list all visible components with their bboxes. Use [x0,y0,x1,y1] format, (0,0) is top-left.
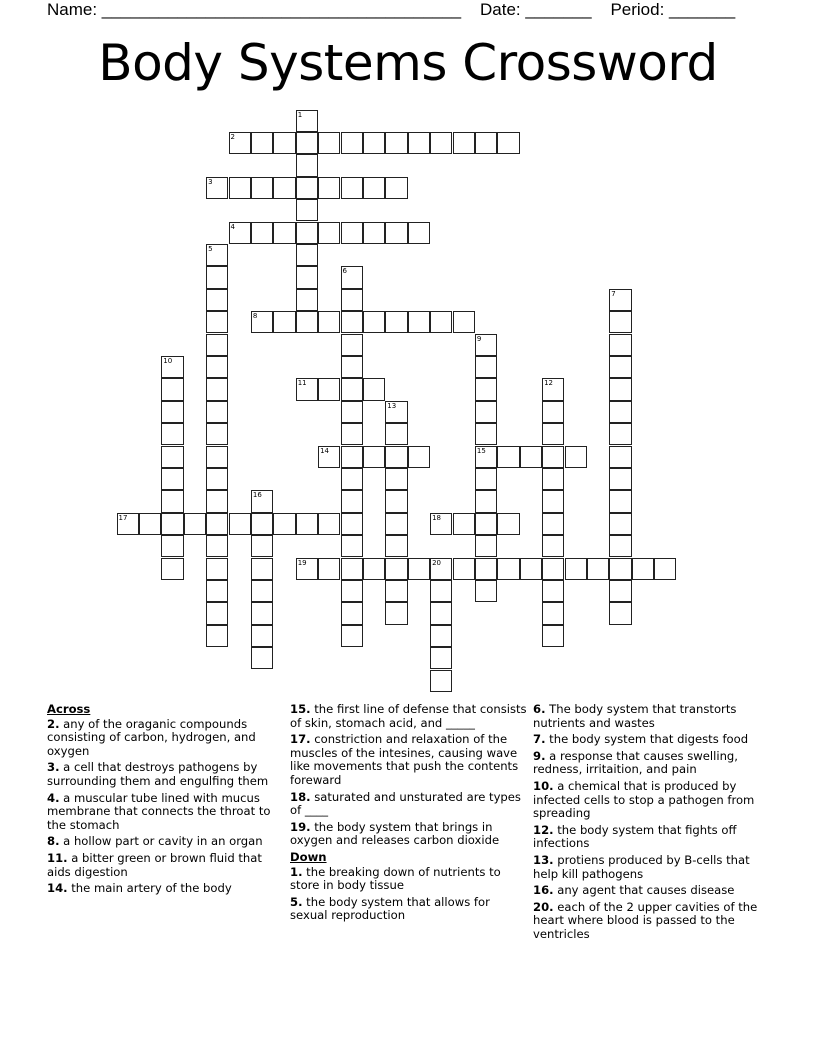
grid-cell[interactable] [251,132,273,154]
clue-text: any of the oraganic compounds consisting of carbon, hydrogen, and oxygen [47,716,256,758]
clue-number: 8. [47,834,60,849]
grid-cell[interactable] [408,311,430,333]
grid-cell[interactable] [139,513,161,535]
page-title: Body Systems Crossword [98,34,718,92]
clue-number-label: 15 [476,446,486,455]
grid-cell[interactable] [385,311,407,333]
grid-cell[interactable] [565,558,587,580]
grid-cell[interactable] [385,490,407,512]
grid-cell[interactable] [385,580,407,602]
across-clue [47,718,285,759]
grid-cell[interactable] [161,401,183,423]
grid-cell[interactable] [206,468,228,490]
clue-number: 3. [47,760,60,775]
grid-cell[interactable] [609,334,631,356]
grid-cell[interactable] [609,356,631,378]
grid-cell[interactable] [587,558,609,580]
grid-cell[interactable] [341,535,363,557]
grid-cell[interactable] [430,580,452,602]
grid-cell[interactable] [453,132,475,154]
clue-text: the body system that allows for sexual reproduction [290,894,490,923]
clue-number: 6. [533,702,546,716]
grid-cell[interactable] [251,647,273,669]
grid-cell[interactable] [341,401,363,423]
clue-text: a muscular tube lined with mucus membrane that connects the throat to the stomach [47,790,271,832]
clue-number-label: 9 [476,334,482,343]
grid-cell[interactable] [475,132,497,154]
grid-cell[interactable] [475,378,497,400]
grid-cell[interactable] [363,311,385,333]
grid-cell[interactable] [542,378,564,400]
grid-cell[interactable] [542,468,564,490]
grid-cell[interactable] [206,401,228,423]
grid-cell[interactable] [385,558,407,580]
grid-cell[interactable] [206,423,228,445]
grid-cell[interactable] [206,289,228,311]
clue-number-label: 10 [163,356,173,365]
grid-cell[interactable] [161,535,183,557]
grid-cell[interactable] [161,423,183,445]
clue-text: any agent that causes disease [553,883,735,898]
clue-number-label: 6 [342,267,347,276]
grid-cell[interactable] [363,222,385,244]
grid-cell[interactable] [475,535,497,557]
grid-cell[interactable] [475,468,497,490]
grid-cell[interactable] [341,446,363,468]
grid-cell[interactable] [229,132,251,154]
down-clue [533,854,771,881]
grid-cell[interactable] [318,177,340,199]
grid-cell[interactable] [318,446,340,468]
grid-cell[interactable] [609,468,631,490]
down-clue [290,866,528,893]
across-clue [290,733,528,787]
across-clue [290,821,528,848]
grid-cell[interactable] [251,490,273,512]
grid-cell[interactable] [296,199,318,221]
grid-cell[interactable] [273,132,295,154]
grid-cell[interactable] [475,558,497,580]
grid-cell[interactable] [408,558,430,580]
grid-cell[interactable] [341,423,363,445]
grid-cell[interactable] [296,177,318,199]
date-field[interactable]: Date: _______ [479,0,592,19]
clue-number-label: 12 [544,379,554,388]
across-clue [47,852,285,879]
grid-cell[interactable] [229,177,251,199]
grid-cell[interactable] [341,132,363,154]
down-clue [533,780,771,821]
clue-number-label: 20 [432,558,442,567]
across-clue [290,703,528,730]
grid-cell[interactable] [251,602,273,624]
across-clue [47,882,285,896]
grid-cell[interactable] [318,513,340,535]
grid-cell[interactable] [296,378,318,400]
grid-cell[interactable] [341,177,363,199]
grid-cell[interactable] [341,289,363,311]
down-clue [533,703,771,730]
grid-cell[interactable] [520,558,542,580]
clue-number-label: 16 [252,491,262,500]
grid-cell[interactable] [251,311,273,333]
grid-cell[interactable] [161,513,183,535]
grid-cell[interactable] [430,647,452,669]
grid-cell[interactable] [430,311,452,333]
grid-cell[interactable] [296,132,318,154]
grid-cell[interactable] [430,625,452,647]
clue-number: 11. [47,850,68,865]
down-clue [290,896,528,923]
across-clue [47,835,285,849]
clue-number: 5. [290,894,303,909]
grid-cell[interactable] [341,222,363,244]
grid-cell[interactable] [161,356,183,378]
clue-text: each of the 2 upper cavities of the heart where blood is passed to the ventricles [533,899,758,941]
clue-text: a bitter green or brown fluid that aids digestion [47,850,262,879]
grid-cell[interactable] [385,535,407,557]
clue-text: a hollow part or cavity in an organ [59,834,263,849]
grid-cell[interactable] [296,311,318,333]
clue-number-label: 14 [320,446,330,455]
grid-cell[interactable] [296,244,318,266]
grid-cell[interactable] [565,446,587,468]
grid-cell[interactable] [206,490,228,512]
clue-number: 17. [290,732,311,747]
across-clue [47,761,285,788]
grid-cell[interactable] [341,490,363,512]
grid-cell[interactable] [497,446,519,468]
grid-cell[interactable] [341,334,363,356]
grid-cell[interactable] [341,266,363,288]
down-clue [533,824,771,851]
grid-cell[interactable] [385,513,407,535]
grid-cell[interactable] [341,602,363,624]
grid-cell[interactable] [430,602,452,624]
grid-cell[interactable] [206,177,228,199]
clue-number: 12. [533,822,554,837]
grid-cell[interactable] [341,513,363,535]
grid-cell[interactable] [408,222,430,244]
grid-cell[interactable] [341,625,363,647]
grid-cell[interactable] [206,266,228,288]
clue-number: 9. [533,748,546,763]
clue-number-label: 7 [611,289,616,298]
clue-number: 1. [290,864,303,879]
grid-cell[interactable] [453,311,475,333]
grid-cell[interactable] [609,602,631,624]
clue-column-3 [533,703,771,945]
grid-cell[interactable] [542,558,564,580]
grid-cell[interactable] [161,378,183,400]
grid-cell[interactable] [385,222,407,244]
grid-cell[interactable] [385,602,407,624]
across-heading: Across [47,702,91,716]
clue-number-label: 13 [387,401,397,410]
clue-number-label: 18 [432,513,442,522]
grid-cell[interactable] [475,446,497,468]
grid-cell[interactable] [229,513,251,535]
grid-cell[interactable] [161,446,183,468]
clue-text: a chemical that is produced by infected cells to stop a pathogen from spreading [533,778,755,821]
grid-cell[interactable] [318,311,340,333]
grid-cell[interactable] [363,446,385,468]
grid-cell[interactable] [654,558,676,580]
grid-cell[interactable] [229,222,251,244]
grid-cell[interactable] [475,423,497,445]
clue-number-label: 11 [297,379,307,388]
grid-cell[interactable] [385,423,407,445]
grid-cell[interactable] [363,378,385,400]
grid-cell[interactable] [497,513,519,535]
grid-cell[interactable] [363,558,385,580]
clue-number-label: 2 [230,132,235,141]
grid-cell[interactable] [542,423,564,445]
grid-cell[interactable] [161,558,183,580]
grid-cell[interactable] [520,446,542,468]
grid-cell[interactable] [296,266,318,288]
grid-cell[interactable] [318,132,340,154]
grid-cell[interactable] [542,490,564,512]
grid-cell[interactable] [161,490,183,512]
grid-cell[interactable] [408,446,430,468]
grid-cell[interactable] [296,222,318,244]
grid-cell[interactable] [475,490,497,512]
clue-number: 2. [47,716,60,731]
grid-cell[interactable] [251,513,273,535]
grid-cell[interactable] [542,580,564,602]
grid-cell[interactable] [609,513,631,535]
clue-text: saturated and unsturated are types of ____ [290,789,521,818]
grid-cell[interactable] [497,558,519,580]
clue-number: 15. [290,702,311,716]
grid-cell[interactable] [542,401,564,423]
grid-cell[interactable] [273,513,295,535]
down-heading: Down [290,849,327,864]
grid-cell[interactable] [296,558,318,580]
across-clue [47,792,285,833]
clue-number-label: 4 [230,222,235,231]
grid-cell[interactable] [251,558,273,580]
grid-cell[interactable] [184,513,206,535]
grid-cell[interactable] [206,378,228,400]
grid-cell[interactable] [475,580,497,602]
grid-cell[interactable] [385,401,407,423]
grid-cell[interactable] [318,222,340,244]
grid-cell[interactable] [206,580,228,602]
grid-cell[interactable] [273,311,295,333]
grid-cell[interactable] [542,602,564,624]
grid-cell[interactable] [609,401,631,423]
clue-number: 7. [533,732,546,747]
grid-cell[interactable] [161,468,183,490]
clue-text: the breaking down of nutrients to store in body tissue [290,864,501,893]
clue-text: protiens produced by B-cells that help kill pathogens [533,852,750,881]
grid-cell[interactable] [341,580,363,602]
grid-cell[interactable] [341,378,363,400]
grid-cell[interactable] [296,154,318,176]
grid-cell[interactable] [453,513,475,535]
grid-cell[interactable] [251,177,273,199]
grid-cell[interactable] [385,177,407,199]
grid-cell[interactable] [430,513,452,535]
grid-cell[interactable] [273,177,295,199]
grid-cell[interactable] [296,110,318,132]
grid-cell[interactable] [296,513,318,535]
grid-cell[interactable] [542,535,564,557]
grid-cell[interactable] [430,558,452,580]
clue-number-label: 8 [252,312,258,321]
grid-cell[interactable] [341,558,363,580]
period-field[interactable]: Period: _______ [610,0,736,19]
grid-cell[interactable] [251,535,273,557]
grid-cell[interactable] [385,468,407,490]
grid-cell[interactable] [206,602,228,624]
grid-cell[interactable] [206,513,228,535]
grid-cell[interactable] [475,513,497,535]
grid-cell[interactable] [318,558,340,580]
clue-number-label: 1 [297,110,303,119]
grid-cell[interactable] [609,289,631,311]
clue-number-label: 5 [208,244,213,253]
down-clue [533,733,771,747]
grid-cell[interactable] [453,558,475,580]
clue-text: the first line of defense that consists of skin, stomach acid, and _____ [290,702,527,730]
grid-cell[interactable] [475,334,497,356]
grid-cell[interactable] [609,446,631,468]
across-clue [290,791,528,818]
down-clue [533,884,771,898]
clue-number: 19. [290,819,311,834]
grid-cell[interactable] [408,132,430,154]
grid-cell[interactable] [206,625,228,647]
clue-number-label: 19 [297,558,307,567]
grid-cell[interactable] [341,468,363,490]
grid-cell[interactable] [206,311,228,333]
grid-cell[interactable] [609,580,631,602]
clue-number-label: 17 [118,513,128,522]
grid-cell[interactable] [609,378,631,400]
clue-text: a cell that destroys pathogens by surrounding them and engulfing them [47,760,269,788]
grid-cell[interactable] [609,490,631,512]
grid-cell[interactable] [475,356,497,378]
clue-number: 16. [533,883,554,898]
grid-cell[interactable] [251,580,273,602]
grid-cell[interactable] [385,446,407,468]
grid-cell[interactable] [609,558,631,580]
clue-column-2 [290,703,528,926]
grid-cell[interactable] [363,177,385,199]
worksheet-header [47,0,735,20]
clue-text: the body system that fights off infections [533,822,737,851]
grid-cell[interactable] [497,132,519,154]
grid-cell[interactable] [609,535,631,557]
grid-cell[interactable] [385,132,407,154]
clue-number: 18. [290,789,311,804]
grid-cell[interactable] [206,244,228,266]
grid-cell[interactable] [296,289,318,311]
grid-cell[interactable] [475,401,497,423]
grid-cell[interactable] [609,423,631,445]
clue-text: the body system that brings in oxygen and releases carbon dioxide [290,819,500,848]
clue-text: the main artery of the body [67,881,232,896]
clue-number: 4. [47,790,60,805]
clue-text: The body system that transtorts nutrients and wastes [533,702,737,730]
name-field[interactable]: Name: ______________________________________ [47,0,462,19]
grid-cell[interactable] [609,311,631,333]
grid-cell[interactable] [273,222,295,244]
down-clue [533,750,771,777]
grid-cell[interactable] [542,513,564,535]
clue-number: 20. [533,899,554,914]
grid-cell[interactable] [341,311,363,333]
clue-number-label: 3 [208,177,213,186]
clue-text: a response that causes swelling, redness, irritaition, and pain [533,748,738,777]
grid-cell[interactable] [117,513,139,535]
clue-text: constriction and relaxation of the muscles of the intesines, causing wave like movements that push the contents foreward [290,732,519,787]
grid-cell[interactable] [632,558,654,580]
grid-cell[interactable] [363,132,385,154]
grid-cell[interactable] [542,625,564,647]
grid-cell[interactable] [318,378,340,400]
grid-cell[interactable] [206,446,228,468]
clue-text: the body system that digests food [545,732,749,747]
grid-cell[interactable] [206,535,228,557]
clue-column-1 [47,703,285,899]
clue-number: 10. [533,778,554,793]
down-clue [533,901,771,942]
grid-cell[interactable] [251,222,273,244]
grid-cell[interactable] [341,356,363,378]
grid-cell[interactable] [251,625,273,647]
grid-cell[interactable] [206,558,228,580]
grid-cell[interactable] [542,446,564,468]
grid-cell[interactable] [206,334,228,356]
clue-number: 14. [47,881,68,896]
clue-number: 13. [533,852,554,867]
grid-cell[interactable] [430,670,452,692]
grid-cell[interactable] [430,132,452,154]
grid-cell[interactable] [206,356,228,378]
